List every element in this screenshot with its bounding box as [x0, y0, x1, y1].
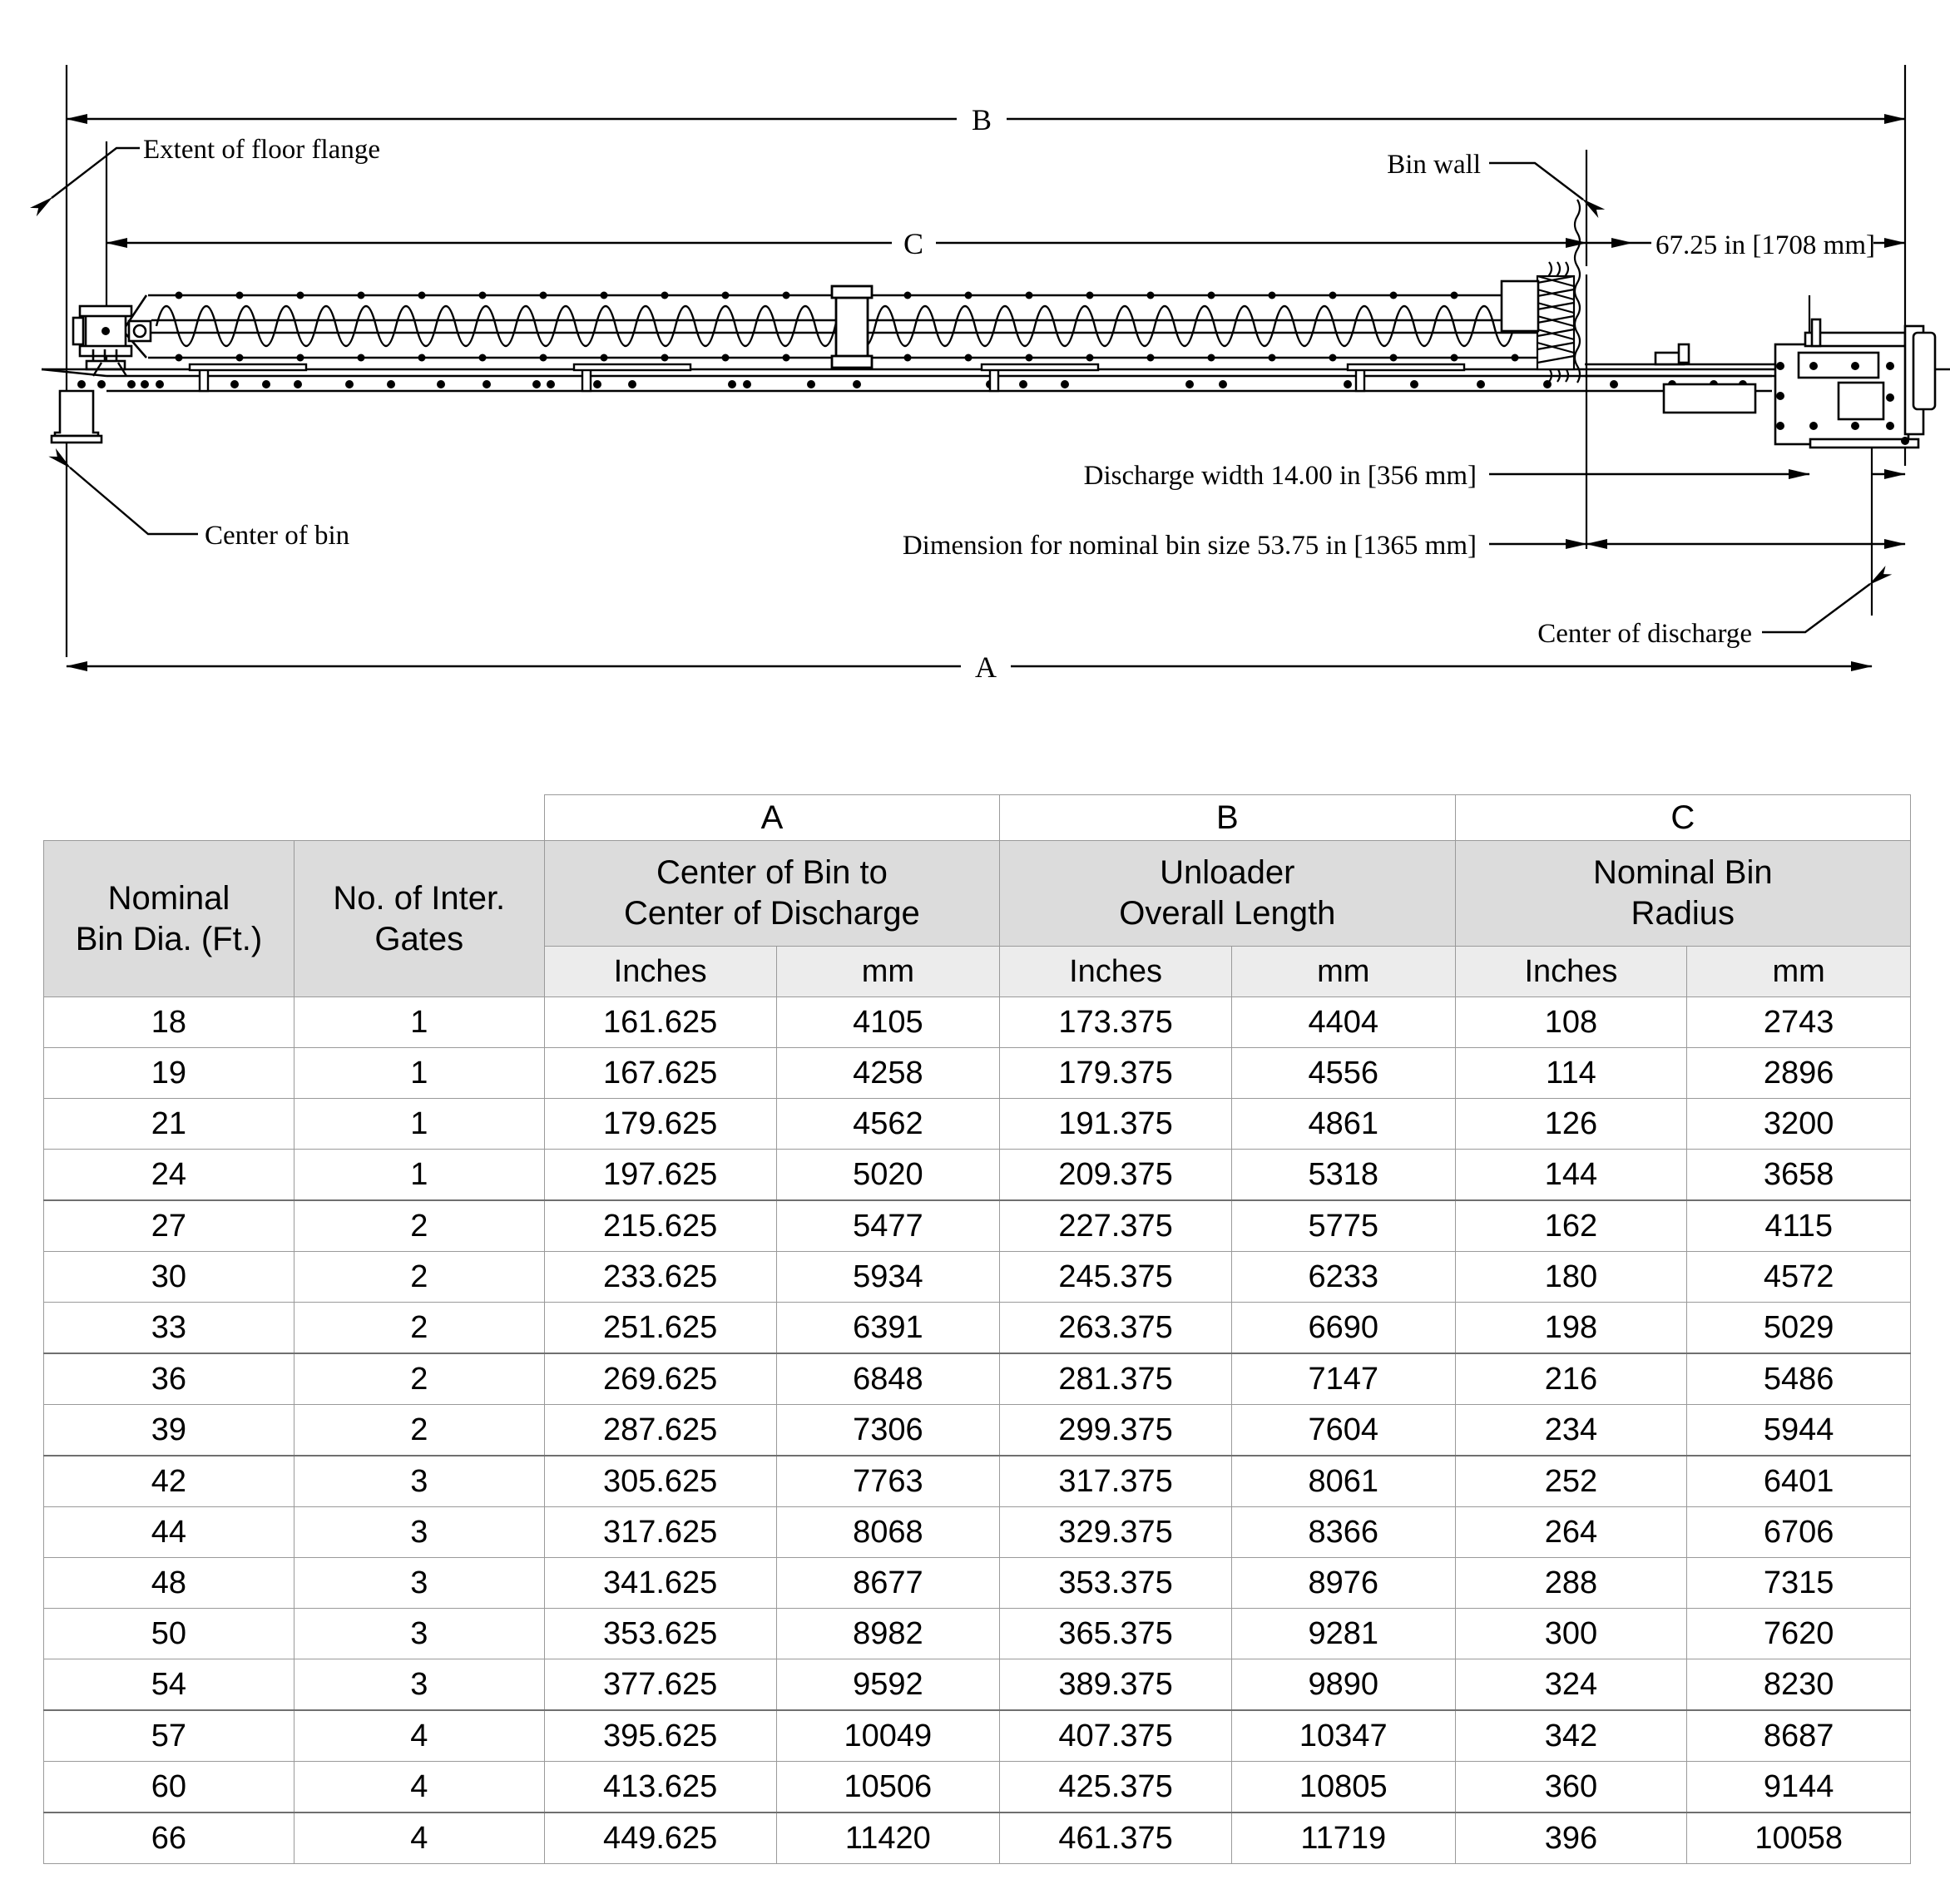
- floor-fastener-dots: [77, 380, 1747, 388]
- table-cell: 114: [1455, 1048, 1687, 1099]
- table-cell: 6391: [776, 1303, 1000, 1354]
- table-cell: 9592: [776, 1659, 1000, 1711]
- table-cell: 365.375: [1000, 1609, 1232, 1659]
- table-cell: 6233: [1231, 1252, 1455, 1303]
- table-cell: 2: [294, 1353, 544, 1405]
- table-cell: 245.375: [1000, 1252, 1232, 1303]
- note-extent-of-floor-flange: [52, 135, 380, 198]
- dimension-nominal-bin-size: [903, 531, 1905, 561]
- table-cell: 10049: [776, 1710, 1000, 1762]
- table-cell: 234: [1455, 1405, 1687, 1456]
- header-gates-line2: Gates: [374, 920, 464, 957]
- table-row: [44, 1048, 1911, 1099]
- header-nominal-bin-dia-line2: Bin Dia. (Ft.): [75, 920, 263, 957]
- header-no-of-inter-gates: [294, 841, 544, 997]
- table-cell: 6690: [1231, 1303, 1455, 1354]
- table-cell: 6706: [1687, 1507, 1911, 1558]
- table-cell: 216: [1455, 1353, 1687, 1405]
- table-cell: 396: [1455, 1813, 1687, 1864]
- table-cell: 10506: [776, 1762, 1000, 1813]
- table-cell: 9281: [1231, 1609, 1455, 1659]
- table-cell: 329.375: [1000, 1507, 1232, 1558]
- table-cell: 7315: [1687, 1558, 1911, 1609]
- table-cell: 233.625: [544, 1252, 776, 1303]
- table-cell: 8982: [776, 1609, 1000, 1659]
- table-cell: 299.375: [1000, 1405, 1232, 1456]
- header-nominal-bin-dia-line1: Nominal: [107, 879, 230, 917]
- table-cell: 3200: [1687, 1099, 1911, 1150]
- header-nominal-bin-dia: [44, 841, 294, 997]
- table-cell: 377.625: [544, 1659, 776, 1711]
- table-cell: 413.625: [544, 1762, 776, 1813]
- wall-to-end-label: 67.25 in [1708 mm]: [1656, 230, 1875, 260]
- table-cell: 449.625: [544, 1813, 776, 1864]
- table-cell: 4: [294, 1813, 544, 1864]
- table-cell: 2: [294, 1200, 544, 1252]
- table-cell: 11420: [776, 1813, 1000, 1864]
- center-of-bin-label: Center of bin: [205, 521, 350, 551]
- table-row: [44, 1456, 1911, 1507]
- header-b-mm: mm: [1231, 947, 1455, 997]
- table-cell: 251.625: [544, 1303, 776, 1354]
- table-cell: 21: [44, 1099, 294, 1150]
- table-cell: 6401: [1687, 1456, 1911, 1507]
- table-cell: 191.375: [1000, 1099, 1232, 1150]
- header-c-mm: mm: [1687, 947, 1911, 997]
- table-cell: 9890: [1231, 1659, 1455, 1711]
- table-row: [44, 1762, 1911, 1813]
- table-row: [44, 1303, 1911, 1354]
- header-b-inches: Inches: [1000, 947, 1232, 997]
- table-cell: 8061: [1231, 1456, 1455, 1507]
- table-cell: 27: [44, 1200, 294, 1252]
- spacer-cell-1: [44, 795, 294, 841]
- group-letter-c: C: [1455, 795, 1910, 841]
- table-cell: 2: [294, 1252, 544, 1303]
- table-header-main-row: [44, 841, 1911, 947]
- table-row: [44, 1558, 1911, 1609]
- dimension-a: [67, 650, 1872, 684]
- dim-a-label: A: [975, 650, 997, 684]
- table-cell: 305.625: [544, 1456, 776, 1507]
- table-cell: 389.375: [1000, 1659, 1232, 1711]
- table-cell: 288: [1455, 1558, 1687, 1609]
- table-row: [44, 1353, 1911, 1405]
- table-cell: 108: [1455, 997, 1687, 1048]
- table-cell: 2896: [1687, 1048, 1911, 1099]
- table-cell: 227.375: [1000, 1200, 1232, 1252]
- table-cell: 4105: [776, 997, 1000, 1048]
- table-cell: 264: [1455, 1507, 1687, 1558]
- header-group-a-line1: Center of Bin to: [656, 854, 888, 892]
- dimension-c: [106, 227, 1586, 260]
- table-cell: 179.625: [544, 1099, 776, 1150]
- dimension-table-body: [44, 997, 1911, 1864]
- table-cell: 7763: [776, 1456, 1000, 1507]
- table-cell: 144: [1455, 1150, 1687, 1201]
- table-cell: 395.625: [544, 1710, 776, 1762]
- table-cell: 8677: [776, 1558, 1000, 1609]
- table-cell: 5944: [1687, 1405, 1911, 1456]
- table-cell: 317.375: [1000, 1456, 1232, 1507]
- spacer-cell-2: [294, 795, 544, 841]
- table-cell: 33: [44, 1303, 294, 1354]
- table-cell: 4: [294, 1710, 544, 1762]
- table-cell: 3658: [1687, 1150, 1911, 1201]
- table-row: [44, 1507, 1911, 1558]
- table-cell: 5020: [776, 1150, 1000, 1201]
- table-row: [44, 1252, 1911, 1303]
- table-row: [44, 997, 1911, 1048]
- table-cell: 161.625: [544, 997, 776, 1048]
- table-cell: 3: [294, 1507, 544, 1558]
- table-cell: 2743: [1687, 997, 1911, 1048]
- support-column: [52, 391, 101, 443]
- table-cell: 4258: [776, 1048, 1000, 1099]
- table-row: [44, 1710, 1911, 1762]
- dimension-b: [67, 103, 1905, 136]
- table-cell: 3: [294, 1558, 544, 1609]
- table-cell: 4861: [1231, 1099, 1455, 1150]
- table-cell: 324: [1455, 1659, 1687, 1711]
- table-cell: 1: [294, 1150, 544, 1201]
- table-cell: 57: [44, 1710, 294, 1762]
- table-cell: 44: [44, 1507, 294, 1558]
- header-group-a-line2: Center of Discharge: [624, 895, 920, 932]
- header-a-mm: mm: [776, 947, 1000, 997]
- table-cell: 179.375: [1000, 1048, 1232, 1099]
- table-cell: 4572: [1687, 1252, 1911, 1303]
- table-cell: 1: [294, 997, 544, 1048]
- table-cell: 18: [44, 997, 294, 1048]
- header-group-c-line1: Nominal Bin: [1592, 854, 1773, 892]
- table-cell: 461.375: [1000, 1813, 1232, 1864]
- table-cell: 66: [44, 1813, 294, 1864]
- table-cell: 353.375: [1000, 1558, 1232, 1609]
- table-cell: 5318: [1231, 1150, 1455, 1201]
- table-cell: 425.375: [1000, 1762, 1232, 1813]
- dimension-table-wrapper: [43, 794, 1915, 1864]
- table-cell: 5934: [776, 1252, 1000, 1303]
- table-cell: 42: [44, 1456, 294, 1507]
- table-cell: 263.375: [1000, 1303, 1232, 1354]
- header-c-inches: Inches: [1455, 947, 1687, 997]
- dim-b-label: B: [971, 103, 992, 136]
- table-cell: 8230: [1687, 1659, 1911, 1711]
- header-group-a: [544, 841, 999, 947]
- table-cell: 8687: [1687, 1710, 1911, 1762]
- table-cell: 281.375: [1000, 1353, 1232, 1405]
- table-cell: 287.625: [544, 1405, 776, 1456]
- discharge-width-label: Discharge width 14.00 in [356 mm]: [1083, 461, 1477, 491]
- table-cell: 3: [294, 1456, 544, 1507]
- header-a-inches: Inches: [544, 947, 776, 997]
- table-cell: 209.375: [1000, 1150, 1232, 1201]
- table-cell: 4: [294, 1762, 544, 1813]
- table-cell: 10058: [1687, 1813, 1911, 1864]
- table-cell: 6848: [776, 1353, 1000, 1405]
- table-cell: 3: [294, 1659, 544, 1711]
- intermediate-gate: [832, 286, 872, 368]
- table-cell: 5029: [1687, 1303, 1911, 1354]
- table-cell: 4562: [776, 1099, 1000, 1150]
- table-cell: 300: [1455, 1609, 1687, 1659]
- table-cell: 7620: [1687, 1609, 1911, 1659]
- table-cell: 8068: [776, 1507, 1000, 1558]
- table-cell: 3: [294, 1609, 544, 1659]
- table-cell: 2: [294, 1303, 544, 1354]
- table-cell: 7604: [1231, 1405, 1455, 1456]
- extent-of-floor-flange-label: Extent of floor flange: [143, 135, 380, 165]
- table-row: [44, 1813, 1911, 1864]
- table-cell: 30: [44, 1252, 294, 1303]
- table-cell: 342: [1455, 1710, 1687, 1762]
- header-group-c: [1455, 841, 1910, 947]
- table-cell: 353.625: [544, 1609, 776, 1659]
- table-cell: 126: [1455, 1099, 1687, 1150]
- table-cell: 24: [44, 1150, 294, 1201]
- header-group-b-line1: Unloader: [1160, 854, 1295, 892]
- dimension-discharge-width: [1084, 461, 1905, 491]
- table-cell: 5477: [776, 1200, 1000, 1252]
- header-gates-line1: No. of Inter.: [333, 879, 506, 917]
- table-cell: 39: [44, 1405, 294, 1456]
- table-row: [44, 1099, 1911, 1150]
- header-group-b-line2: Overall Length: [1119, 895, 1336, 932]
- dim-c-label: C: [903, 227, 924, 260]
- table-cell: 167.625: [544, 1048, 776, 1099]
- table-cell: 4115: [1687, 1200, 1911, 1252]
- group-letter-a: A: [544, 795, 999, 841]
- table-cell: 5775: [1231, 1200, 1455, 1252]
- table-row: [44, 1405, 1911, 1456]
- note-center-of-bin: [70, 467, 349, 551]
- table-cell: 1: [294, 1099, 544, 1150]
- table-cell: 8366: [1231, 1507, 1455, 1558]
- table-cell: 48: [44, 1558, 294, 1609]
- table-cell: 407.375: [1000, 1710, 1232, 1762]
- table-row: [44, 1200, 1911, 1252]
- wall-flange-box: [1502, 281, 1538, 331]
- table-cell: 50: [44, 1609, 294, 1659]
- table-cell: 7147: [1231, 1353, 1455, 1405]
- table-row: [44, 1150, 1911, 1201]
- table-cell: 4404: [1231, 997, 1455, 1048]
- bin-wall-label: Bin wall: [1387, 150, 1481, 180]
- table-cell: 5486: [1687, 1353, 1911, 1405]
- table-cell: 60: [44, 1762, 294, 1813]
- table-cell: 252: [1455, 1456, 1687, 1507]
- table-cell: 8976: [1231, 1558, 1455, 1609]
- dimension-wall-to-end: [1586, 230, 1905, 260]
- bin-wall-corrugation: [1537, 200, 1580, 383]
- table-cell: 197.625: [544, 1150, 776, 1201]
- note-center-of-discharge: [1537, 584, 1870, 649]
- table-cell: 11719: [1231, 1813, 1455, 1864]
- table-cell: 10347: [1231, 1710, 1455, 1762]
- table-cell: 198: [1455, 1303, 1687, 1354]
- table-cell: 173.375: [1000, 997, 1232, 1048]
- nominal-bin-size-label: Dimension for nominal bin size 53.75 in [1365 mm]: [902, 531, 1477, 561]
- group-letter-b: B: [1000, 795, 1455, 841]
- technical-drawing: [0, 0, 1950, 749]
- table-row: [44, 1659, 1911, 1711]
- note-bin-wall: [1387, 150, 1583, 200]
- center-of-discharge-label: Center of discharge: [1537, 619, 1752, 649]
- table-group-letter-row: [44, 795, 1911, 841]
- table-cell: 7306: [776, 1405, 1000, 1456]
- table-cell: 317.625: [544, 1507, 776, 1558]
- table-cell: 1: [294, 1048, 544, 1099]
- table-cell: 215.625: [544, 1200, 776, 1252]
- table-cell: 54: [44, 1659, 294, 1711]
- table-cell: 162: [1455, 1200, 1687, 1252]
- header-group-c-line2: Radius: [1631, 895, 1735, 932]
- table-cell: 4556: [1231, 1048, 1455, 1099]
- table-cell: 180: [1455, 1252, 1687, 1303]
- table-cell: 36: [44, 1353, 294, 1405]
- table-cell: 19: [44, 1048, 294, 1099]
- table-cell: 341.625: [544, 1558, 776, 1609]
- header-group-b: [1000, 841, 1455, 947]
- table-row: [44, 1609, 1911, 1659]
- table-cell: 2: [294, 1405, 544, 1456]
- table-cell: 9144: [1687, 1762, 1911, 1813]
- drive-assembly: [73, 306, 151, 369]
- table-cell: 10805: [1231, 1762, 1455, 1813]
- table-cell: 269.625: [544, 1353, 776, 1405]
- dimension-table: [43, 794, 1911, 1864]
- table-cell: 360: [1455, 1762, 1687, 1813]
